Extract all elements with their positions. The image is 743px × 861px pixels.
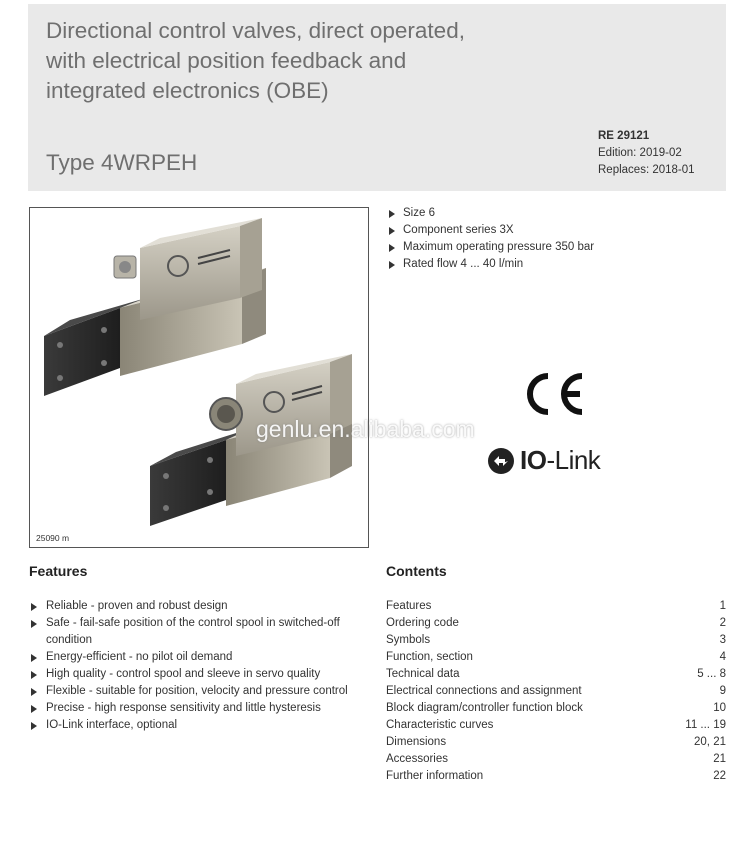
toc-label: Function, section xyxy=(386,651,473,663)
toc-row[interactable] xyxy=(386,632,726,649)
toc-label: Symbols xyxy=(386,634,431,646)
contents-heading: Contents xyxy=(386,563,447,579)
features-list xyxy=(30,598,370,734)
spec-list xyxy=(388,205,594,273)
edition: Edition: 2019-02 xyxy=(598,147,682,159)
header-panel xyxy=(28,4,726,191)
watermark: genlu.en.alibaba.com xyxy=(256,416,475,442)
spec-item: Rated flow 4 ... 40 l/min xyxy=(388,256,594,273)
feature-item: Safe - fail-safe position of the control spool in switched-off condition xyxy=(30,615,370,649)
toc-row[interactable] xyxy=(386,649,726,666)
feature-item: IO-Link interface, optional xyxy=(30,717,370,734)
iolink-logo xyxy=(487,445,600,476)
toc-row[interactable] xyxy=(386,734,726,751)
features-heading: Features xyxy=(29,563,88,579)
toc-page: 11 ... 19 xyxy=(685,719,726,731)
valve-upper xyxy=(44,218,266,396)
toc-row[interactable] xyxy=(386,751,726,768)
table-of-contents xyxy=(386,598,726,785)
toc-page: 20, 21 xyxy=(694,736,726,748)
toc-page: 4 xyxy=(719,651,726,663)
document-meta xyxy=(598,128,695,179)
toc-row[interactable] xyxy=(386,598,726,615)
toc-label: Technical data xyxy=(386,668,460,680)
iolink-wordmark xyxy=(520,445,600,476)
feature-item: Precise - high response sensitivity and little hysteresis xyxy=(30,700,370,717)
feature-item: High quality - control spool and sleeve in servo quality xyxy=(30,666,370,683)
toc-row[interactable] xyxy=(386,717,726,734)
toc-page: 3 xyxy=(719,634,726,646)
spec-item: Size 6 xyxy=(388,205,594,222)
iolink-bold: IO xyxy=(520,445,547,475)
spec-item: Component series 3X xyxy=(388,222,594,239)
toc-label: Accessories xyxy=(386,753,448,765)
iolink-rest: -Link xyxy=(546,445,601,475)
toc-page: 9 xyxy=(719,685,726,697)
toc-label: Features xyxy=(386,600,432,612)
valve-type: Type 4WRPEH xyxy=(46,150,198,175)
re-number: RE 29121 xyxy=(598,130,650,142)
replaces: Replaces: 2018-01 xyxy=(598,164,695,176)
toc-page: 21 xyxy=(713,753,726,765)
title-line: integrated electronics (OBE) xyxy=(46,78,329,103)
toc-label: Electrical connections and assignment xyxy=(386,685,582,697)
document-title xyxy=(46,16,606,106)
toc-page: 5 ... 8 xyxy=(697,668,726,680)
toc-row[interactable] xyxy=(386,768,726,785)
ce-mark-icon xyxy=(522,370,586,418)
toc-row[interactable] xyxy=(386,683,726,700)
toc-label: Characteristic curves xyxy=(386,719,494,731)
title-line: with electrical position feedback and xyxy=(46,48,407,73)
toc-page: 2 xyxy=(719,617,726,629)
toc-row[interactable] xyxy=(386,700,726,717)
toc-label: Further information xyxy=(386,770,484,782)
iolink-icon xyxy=(487,447,515,475)
toc-label: Ordering code xyxy=(386,617,459,629)
toc-page: 22 xyxy=(713,770,726,782)
feature-item: Energy-efficient - no pilot oil demand xyxy=(30,649,370,666)
valve-illustration xyxy=(30,208,370,549)
feature-item: Reliable - proven and robust design xyxy=(30,598,370,615)
toc-row[interactable] xyxy=(386,666,726,683)
title-line: Directional control valves, direct operated, xyxy=(46,18,465,43)
photo-caption: 25090 m xyxy=(36,533,70,543)
toc-row[interactable] xyxy=(386,615,726,632)
toc-page: 10 xyxy=(713,702,726,714)
feature-item: Flexible - suitable for position, velocity and pressure control xyxy=(30,683,370,700)
toc-label: Dimensions xyxy=(386,736,447,748)
toc-page: 1 xyxy=(719,600,726,612)
toc-label: Block diagram/controller function block xyxy=(386,702,583,714)
spec-item: Maximum operating pressure 350 bar xyxy=(388,239,594,256)
